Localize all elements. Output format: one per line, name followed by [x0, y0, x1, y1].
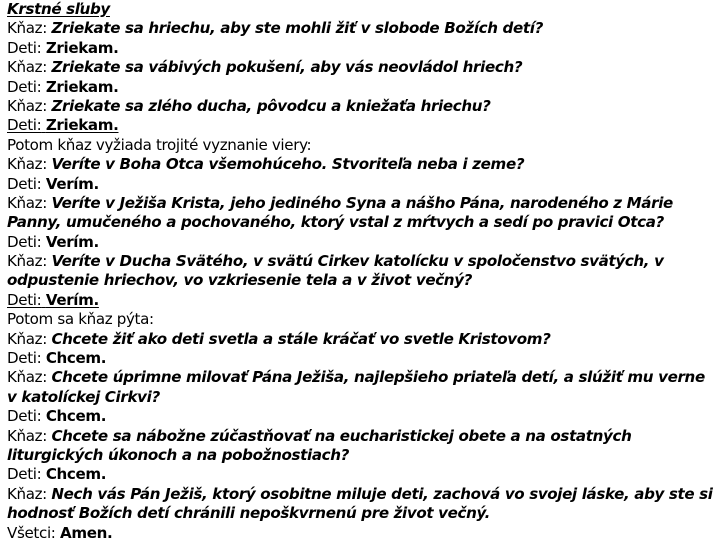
dialogue-text: Zriekate sa vábivých pokušení, aby vás neovládol hriech? — [51, 58, 523, 77]
speaker-label: Deti: — [7, 232, 42, 251]
dialogue-line — [7, 524, 713, 543]
dialogue-continuation: Panny, umučeného a pochovaného, ktorý vstal z mŕtvych a sedí po pravici Otca? — [7, 213, 664, 232]
speaker-label: Deti: — [7, 349, 42, 368]
dialogue-continuation: hodnosť Božích detí chránili nepoškvrnenú pre život večný. — [7, 504, 491, 523]
title-text: Krstné sľuby — [7, 0, 110, 18]
dialogue-text: Nech vás Pán Ježiš, ktorý osobitne miluje deti, zachová vo svojej láske, aby ste si — [51, 484, 713, 503]
response-text: Verím. — [45, 174, 99, 193]
dialogue-line — [7, 349, 713, 368]
dialogue-text: Zriekate sa zlého ducha, pôvodcu a kniežaťa hriechu? — [51, 96, 491, 115]
speaker-label: Kňaz: — [7, 155, 47, 174]
dialogue-line — [7, 194, 713, 213]
dialogue-line — [7, 330, 713, 349]
speaker-label: Deti: — [7, 38, 42, 57]
dialogue-line — [7, 407, 713, 426]
dialogue-line — [7, 78, 713, 97]
speaker-label: Deti: — [7, 174, 42, 193]
dialogue-line — [7, 58, 713, 77]
instruction-line: Potom kňaz vyžiada trojité vyznanie viery: — [7, 135, 312, 154]
response-text: Amen. — [59, 523, 113, 542]
dialogue-text: Chcete sa nábožne zúčastňovať na eucharistickej obete a na ostatných — [51, 426, 632, 445]
dialogue-continuation: liturgických úkonoch a na pobožnostiach? — [7, 445, 350, 464]
dialogue-line — [7, 39, 713, 58]
speaker-label: Kňaz: — [7, 19, 47, 38]
response-text: Verím. — [45, 232, 99, 251]
speaker-label: Deti: — [7, 290, 42, 309]
dialogue-line — [7, 19, 713, 38]
dialogue-line — [7, 485, 712, 504]
response-text: Zriekam. — [45, 77, 119, 96]
response-text: Chcem. — [45, 407, 107, 426]
dialogue-line — [7, 233, 713, 252]
response-text: Verím. — [45, 290, 99, 309]
speaker-label: Kňaz: — [7, 368, 47, 387]
dialogue-text: Veríte v Ducha Svätého, v svätú Cirkev katolícku v spoločenstvo svätých, v — [51, 252, 664, 271]
document-title — [7, 0, 713, 19]
speaker-label: Kňaz: — [7, 252, 47, 271]
speaker-label: Všetci: — [7, 523, 56, 542]
dialogue-line — [7, 155, 713, 174]
dialogue-line — [7, 97, 713, 116]
response-text: Chcem. — [45, 349, 107, 368]
dialogue-line — [7, 427, 713, 446]
speaker-label: Kňaz: — [7, 96, 47, 115]
dialogue-text: Chcete úprimne milovať Pána Ježiša, najlepšieho priateľa detí, a slúžiť mu verne — [51, 368, 705, 387]
dialogue-line — [7, 465, 713, 484]
dialogue-line — [7, 368, 713, 387]
dialogue-text: Chcete žiť ako deti svetla a stále kráčať vo svetle Kristovom? — [51, 329, 551, 348]
response-text: Zriekam. — [45, 38, 119, 57]
speaker-label: Deti: — [7, 465, 42, 484]
dialogue-continuation: odpustenie hriechov, vo vzkriesenie tela a v život večný? — [7, 271, 473, 290]
speaker-label: Deti: — [7, 116, 42, 135]
dialogue-text: Veríte v Boha Otca všemohúceho. Stvoriteľa neba i zeme? — [51, 155, 525, 174]
response-text: Zriekam. — [45, 116, 119, 135]
dialogue-continuation: v katolíckej Cirkvi? — [7, 387, 160, 406]
document-page — [7, 0, 713, 543]
speaker-label: Kňaz: — [7, 193, 47, 212]
instruction-line: Potom sa kňaz pýta: — [7, 310, 154, 329]
response-text: Chcem. — [45, 465, 107, 484]
dialogue-text: Veríte v Ježiša Krista, jeho jediného Syna a nášho Pána, narodeného z Márie — [51, 193, 673, 212]
speaker-label: Kňaz: — [7, 58, 47, 77]
speaker-label: Deti: — [7, 77, 42, 96]
dialogue-line — [7, 291, 713, 310]
speaker-label: Kňaz: — [7, 484, 47, 503]
speaker-label: Kňaz: — [7, 329, 47, 348]
speaker-label: Kňaz: — [7, 426, 47, 445]
dialogue-text: Zriekate sa hriechu, aby ste mohli žiť v slobode Božích detí? — [51, 19, 543, 38]
dialogue-line — [7, 175, 713, 194]
dialogue-line — [7, 116, 713, 135]
speaker-label: Deti: — [7, 407, 42, 426]
dialogue-line — [7, 252, 713, 271]
